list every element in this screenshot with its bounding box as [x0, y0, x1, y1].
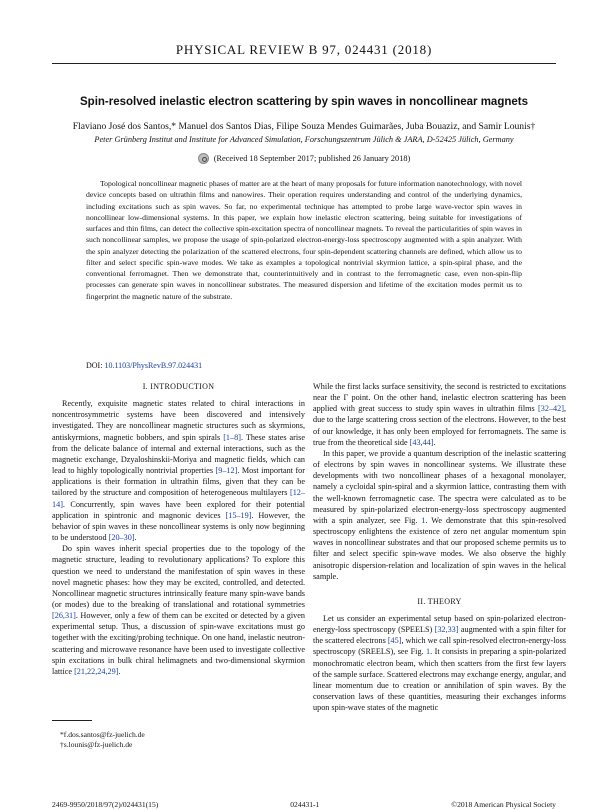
- citation-link[interactable]: [20–30]: [108, 533, 135, 543]
- footer-copyright: ©2018 American Physical Society: [451, 800, 556, 809]
- citation-link[interactable]: [26,31]: [52, 611, 76, 621]
- received-dates: (Received 18 September 2017; published 26 January 2018): [213, 154, 411, 163]
- doi-link[interactable]: 10.1103/PhysRevB.97.024431: [104, 361, 203, 370]
- page-footer: [52, 800, 556, 809]
- citation-link[interactable]: [21,22,24,29]: [74, 666, 119, 676]
- figure-link[interactable]: 1: [426, 647, 431, 657]
- intro-paragraph-2: Do spin waves inherit special properties due to the topology of the magnetic structure, leading to revolutionary applications? To explore this question we need to understand the manifestation of spin waves in these novel magnetic phases: how they may be excited, controlled, and detected. Noncollinear magnetic structures intrinsically feature many spin-wave bands (or modes) due to the breaking of translational and rotational symmetries [26,31]. However, only a few of them can be excited or detected by a given experimental setup. Thus, a discussion of spin-wave excitations must go together with the exciting/probing technique. On one hand, inelastic neutron-scattering and microwave resonance have been used to investigate collective spin excitations in bulk chiral helimagnets and two-dimensional skyrmion lattice [21,22,24,29].: [52, 544, 305, 676]
- footnote-email-1[interactable]: *f.dos.santos@fz-juelich.de: [60, 730, 145, 739]
- citation-link[interactable]: [12–14]: [52, 488, 305, 509]
- figure-link[interactable]: 1: [421, 515, 426, 525]
- intro-paragraph-3: While the first lacks surface sensitivity, the second is restricted to excitations near the Γ point. On the other hand, inelastic electron scattering has been applied with great success to study spin waves in ultrathin films [32–42], due to the large scattering cross section of the electrons. However, to the best of our knowledge, it has only been employed for ferromagnets. The same is true from the theoretical side [43,44].: [313, 382, 566, 447]
- footnotes: [60, 730, 145, 750]
- journal-header: PHYSICAL REVIEW B 97, 024431 (2018): [175, 42, 433, 57]
- citation-link[interactable]: [9–12]: [215, 466, 238, 476]
- citation-link[interactable]: [43,44]: [409, 437, 434, 447]
- footer-page-number: 024431-1: [290, 800, 320, 809]
- affiliation: Peter Grünberg Institut and Institute for Advanced Simulation, Forschungszentrum Jülich & JARA, D-52425 Jülich, Germany: [94, 135, 514, 144]
- citation-link[interactable]: [15–19]: [225, 510, 252, 520]
- abstract: Topological noncollinear magnetic phases of matter are at the heart of many proposals for future information nanotechnology, with novel device concepts based on ultrathin films and nanowires. Their operation requires understanding and control of the underlying dynamics, including excitations such as spin waves. So far, no experimental technique has attempted to probe large wave-vector spin waves in noncollinear low-dimensional systems. In this paper, we explain how inelastic electron scattering, being suitable for investigations of surfaces and thin films, can detect the collective spin-excitation spectra of noncollinear magnets. To reveal the particularities of spin waves in such noncollinear samples, we propose the usage of spin-polarized electron-energy-loss spectroscopy augmented with a spin analyzer. With the spin analyzer detecting the polarization of the scattered electrons, four spin-dependent scattering channels are defined, which allow us to filter and select specific spin-wave modes. We take as examples a topological nontrivial skyrmion lattice, a spin-spiral phase, and the conventional ferromagnet. Then we demonstrate that, counterintuitively and in contrast to the ferromagnetic case, even non-spin-flip processes can generate spin waves in noncollinear substrates. The measured dispersion and lifetime of the excitation modes permit us to fingerprint the magnetic nature of the substrate.: [86, 179, 522, 301]
- doi-label: DOI:: [86, 361, 105, 370]
- footnote-rule: [52, 720, 92, 721]
- author-list: Flaviano José dos Santos,* Manuel dos Santos Dias, Filipe Souza Mendes Guimarães, Juba Bouaziz, and Samir Lounis†: [72, 121, 536, 132]
- intro-paragraph-4: In this paper, we provide a quantum description of the inelastic scattering of electrons by spin waves in noncollinear systems. We illustrate these developments with two noncollinear phases of a hexagonal monolayer, namely a cycloidal spin-spiral and a skyrmion lattice, contrasting them with the well-known ferromagnetic case. The spectra were calculated as to be measured by spin-polarized electron-energy-loss spectroscopy augmented with a spin analyzer, see Fig. 1. We demonstrate that this spin-resolved spectroscopy enlightens the existence of zero net angular momentum spin waves in noncollinear substrates and that our proposed scheme permits us to filter and select specific spin-wave modes. We also observe the highly anisotropic dispersion-relation and localization of spin waves in the helical sample.: [313, 448, 566, 581]
- paper-title: Spin-resolved inelastic electron scattering by spin waves in noncollinear magnets: [80, 96, 528, 108]
- left-column: [52, 381, 305, 677]
- citation-link[interactable]: [32–42]: [538, 404, 564, 414]
- citation-link[interactable]: [45]: [387, 636, 402, 646]
- theory-paragraph-1: Let us consider an experimental setup based on spin-polarized electron-energy-loss spectroscopy (SPEELS) [32,33] augmented with a spin filter for the scattered electrons [45], which we call spin-resolved electron-energy-loss spectroscopy (SREELS), see Fig. 1. It consists in preparing a spin-polarized monochromatic electron beam, which then scatters from the first few layers of the sample surface. Scattered electrons may exchange energy, angular, and linear momentum due to creation or annihilation of spin waves. By the conservation laws of these quantities, measuring their exchanges informs upon spin-wave states of the magnetic: [313, 613, 566, 713]
- footnote-email-2[interactable]: †s.lounis@fz-juelich.de: [60, 740, 133, 749]
- intro-paragraph-1: Recently, exquisite magnetic states related to chiral interactions in noncentrosymmetric systems have been discovered and intensively investigated. They are noncollinear magnetic structures such as skyrmions, antiskyrmions, magnetic bobbers, and spin spirals [1–8]. These states arise from the delicate balance of internal and external interactions, such as the magnetic exchange, Dzyaloshinskii-Moriya and magnetic fields, which can lead to highly topologically nontrivial properties [9–12]. Most important for applications is their formation in ultrathin films, given that they can be tailored by the structure and composition of heterogeneous multilayers [12–14]. Concurrently, spin waves have been explored for their potential application in spintronic and magnonic devices [15–19]. However, the behavior of spin waves in these noncollinear systems is only now beginning to be understood [20–30].: [52, 399, 305, 543]
- crossmark-icon[interactable]: [198, 153, 209, 164]
- right-column: [313, 381, 566, 713]
- citation-link[interactable]: [32,33]: [434, 625, 459, 635]
- doi-line: [86, 361, 202, 370]
- citation-link[interactable]: [1–8]: [223, 432, 241, 442]
- received-line: [52, 153, 556, 164]
- section-heading-theory: II. THEORY: [417, 596, 462, 606]
- footer-issn: 2469-9950/2018/97(2)/024431(15): [52, 800, 159, 809]
- section-heading-introduction: I. INTRODUCTION: [142, 382, 215, 391]
- header-rule: [52, 63, 556, 64]
